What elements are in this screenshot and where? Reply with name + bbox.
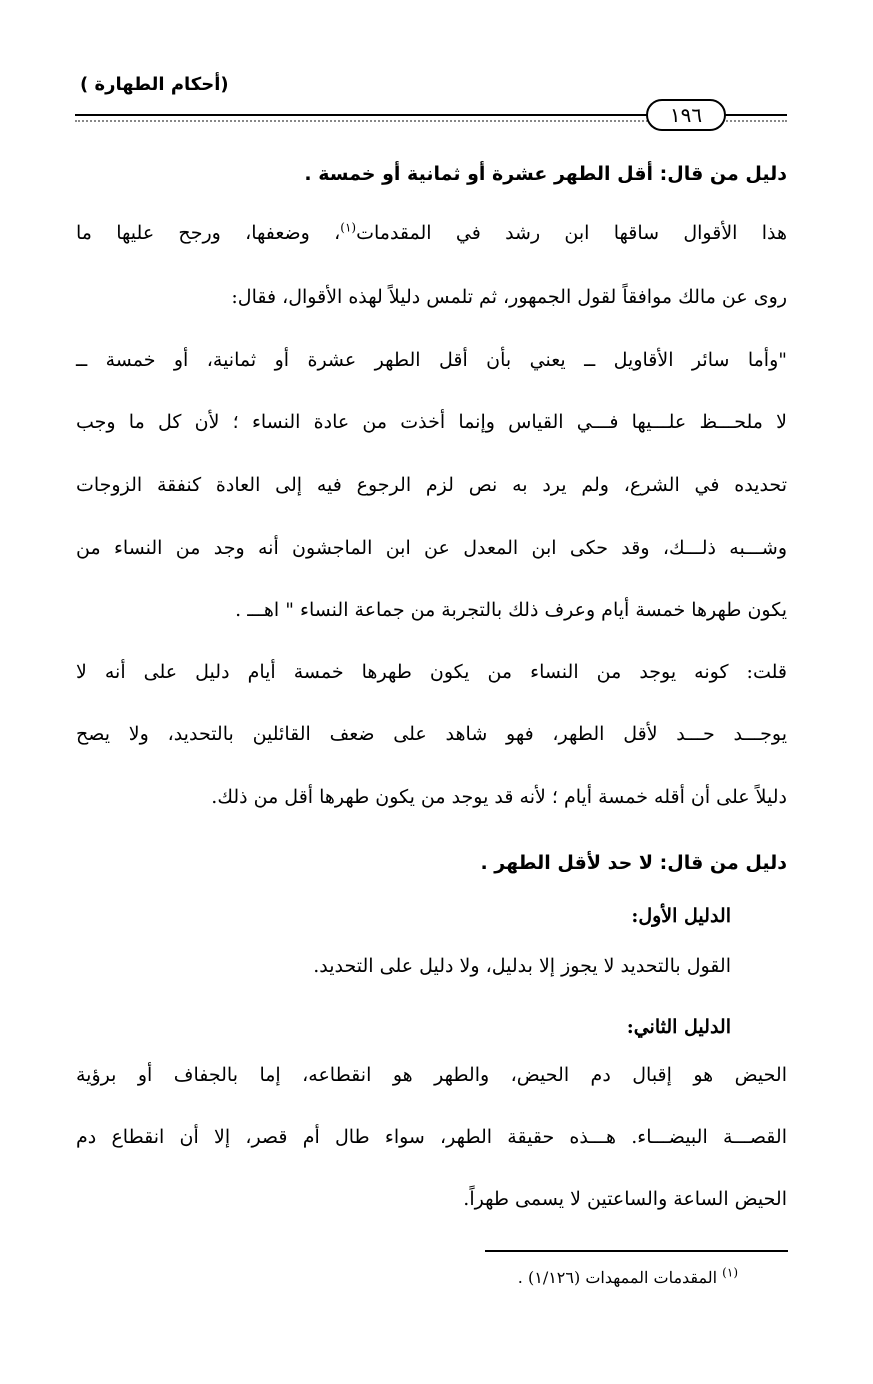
footnote-reference: (١) [340, 220, 357, 235]
quote-line-2: لا ملحـــظ علـــيها فـــي القياس وإنما أخذت من عادة النساء ؛ لأن كل ما وجب [76, 411, 787, 433]
running-title: (أحكام الطهارة ) [80, 74, 229, 95]
paragraph-1-line-1 [76, 222, 787, 244]
quote-line-3: تحديده في الشرع، ولم يرد به نص لزم الرجوع فيه إلى العادة كنفقة الزوجات [76, 474, 787, 496]
paragraph-1-line-2: روى عن مالك موافقاً لقول الجمهور، ثم تلمس دليلاً لهذه الأقوال، فقال: [231, 286, 787, 308]
quote-line-1: "وأما سائر الأقاويل ــ يعني بأن أقل الطهر عشرة أو ثمانية، أو خمسة ــ [76, 349, 787, 371]
footnote-1 [300, 1265, 738, 1287]
comment-line-2: يوجـــد حـــد لأقل الطهر، فهو شاهد على ضعف القائلين بالتحديد، ولا يصح [76, 723, 787, 745]
page-number-frame [646, 99, 726, 131]
page-number: ١٩٦ [669, 103, 703, 127]
paragraph-text: هذا الأقوال ساقها ابن رشد في المقدمات [356, 222, 787, 244]
section-heading-2: دليل من قال: لا حد لأقل الطهر . [480, 852, 787, 874]
evidence-2-line-1: الحيض هو إقبال دم الحيض، والطهر هو انقطاعه، إما بالجفاف أو برؤية [76, 1064, 787, 1086]
section-heading-1: دليل من قال: أقل الطهر عشرة أو ثمانية أو خمسة . [304, 163, 787, 185]
quote-line-4: وشـــبه ذلـــك، وقد حكى ابن المعدل عن ابن الماجشون أنه وجد من النساء من [76, 537, 787, 559]
evidence-1-title: الدليل الأول: [631, 905, 731, 927]
evidence-1-text: القول بالتحديد لا يجوز إلا بدليل، ولا دليل على التحديد. [313, 955, 731, 977]
evidence-2-line-3: الحيض الساعة والساعتين لا يسمى طهراً. [463, 1188, 787, 1210]
evidence-2-line-2: القصـــة البيضـــاء. هـــذه حقيقة الطهر، سواء طال أم قصر، إلا أن انقطاع دم [76, 1126, 787, 1148]
paragraph-text: ، وضعفها، ورجح عليها ما [76, 222, 341, 244]
comment-line-3: دليلاً على أن أقله خمسة أيام ؛ لأنه قد يوجد من يكون طهرها أقل من ذلك. [211, 786, 787, 808]
footnote-text: المقدمات الممهدات (١/١٢٦) . [517, 1268, 718, 1287]
quote-line-5: يكون طهرها خمسة أيام وعرف ذلك بالتجربة من جماعة النساء " اهـــ . [235, 599, 787, 621]
footnote-marker: (١) [722, 1265, 738, 1280]
comment-line-1: قلت: كونه يوجد من النساء من يكون طهرها خمسة أيام دليل على أنه لا [76, 661, 787, 683]
footnote-separator [485, 1250, 788, 1252]
evidence-2-title: الدليل الثاني: [626, 1016, 731, 1038]
